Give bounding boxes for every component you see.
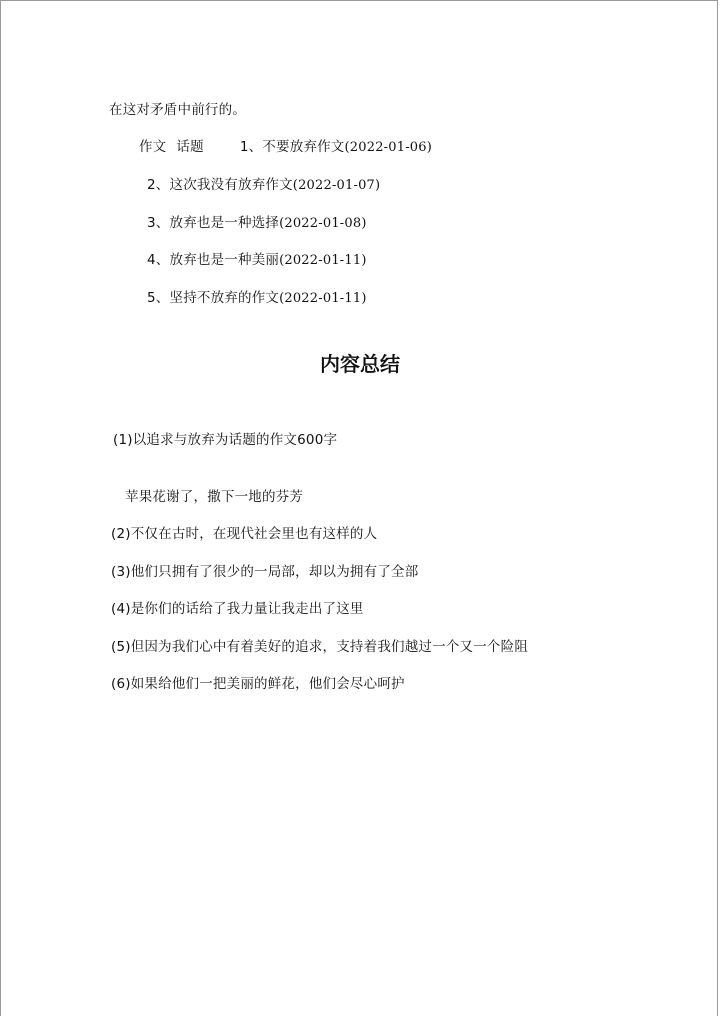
topic-item: [147, 214, 367, 233]
summary-subheading: 苹果花谢了，撒下一地的芬芳: [125, 489, 304, 505]
summary-point: (2)不仅在古时，在现代社会里也有这样的人: [111, 526, 378, 542]
topic-label: 话题: [176, 139, 204, 155]
intro-line: 在这对矛盾中前行的。: [109, 102, 246, 118]
topic-item-date: (2022-01-08): [279, 216, 367, 231]
topic-item-title: 4、放弃也是一种美丽: [147, 252, 280, 268]
topic-item: [147, 289, 367, 308]
topic-item-title: 1、不要放弃作文: [239, 139, 345, 155]
topic-item: [147, 176, 380, 195]
topic-item: [147, 251, 367, 270]
topic-list-first-line: [139, 138, 432, 157]
topic-item-date: (2022-01-06): [344, 140, 433, 155]
summary-point: (6)如果给他们一把美丽的鲜花，他们会尽心呵护: [111, 676, 405, 692]
topic-item-title: 2、这次我没有放弃作文: [147, 177, 293, 193]
summary-point: (5)但因为我们心中有着美好的追求，支持着我们越过一个又一个险阻: [111, 639, 529, 655]
summary-point: (3)他们只拥有了很少的一局部，却以为拥有了全部: [111, 564, 419, 580]
topic-item-title: 3、放弃也是一种选择: [147, 215, 280, 231]
essay-label: 作文: [139, 139, 167, 155]
summary-heading: (1)以追求与放弃为话题的作文600字: [113, 432, 338, 448]
summary-point: (4)是你们的话给了我力量让我走出了这里: [111, 601, 364, 617]
topic-item-date: (2022-01-07): [292, 178, 381, 193]
topic-item-date: (2022-01-11): [279, 291, 367, 306]
topic-item-title: 5、坚持不放弃的作文: [147, 290, 280, 306]
topic-item-date: (2022-01-11): [279, 253, 367, 268]
summary-title: 内容总结: [320, 352, 400, 376]
